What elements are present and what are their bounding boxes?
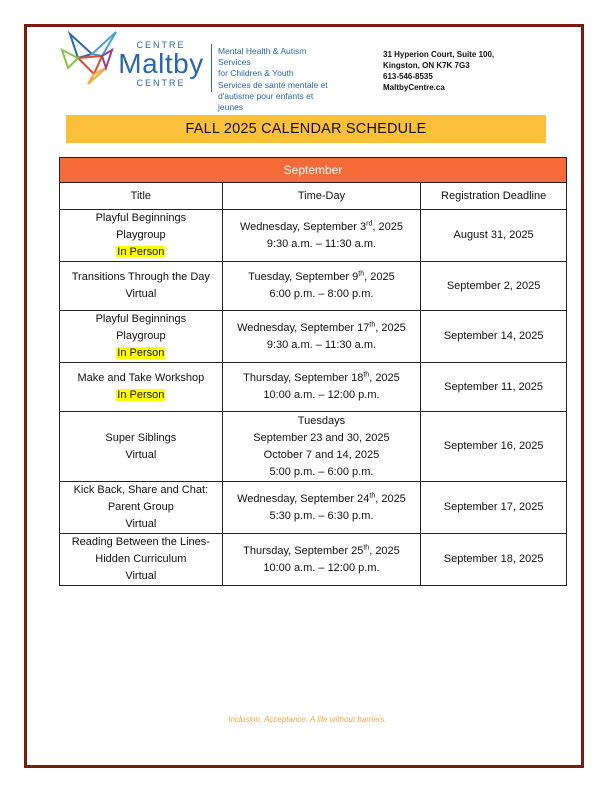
event-time-cell [222, 363, 421, 412]
event-title-line: Parent Group [107, 501, 174, 513]
table-row [60, 482, 567, 534]
event-title-line: Playful Beginnings [95, 212, 187, 224]
event-title-line: Playgroup [116, 330, 166, 342]
event-title-line: Playgroup [116, 229, 166, 241]
event-time: 6:00 p.m. – 8:00 p.m. [269, 288, 374, 300]
event-title-line: Reading Between the Lines- [71, 536, 210, 548]
schedule-table [59, 157, 567, 586]
event-time-cell [222, 482, 421, 534]
event-title-line: Transitions Through the Day [71, 271, 210, 283]
event-title-cell [60, 482, 223, 534]
schedule-title-banner [66, 115, 546, 143]
event-title-line: Super Siblings [105, 431, 177, 444]
table-row [60, 363, 567, 412]
month-header: September [60, 158, 567, 183]
in-person-badge: In Person [117, 246, 165, 258]
event-time: 10:00 a.m. – 12:00 p.m. [263, 561, 380, 574]
phone-number: 613-546-8535 [383, 72, 433, 81]
event-time-cell [222, 412, 421, 482]
event-time: 9:30 a.m. – 11:30 a.m. [266, 237, 377, 250]
in-person-badge: In Person [117, 389, 165, 401]
event-time: 10:00 a.m. – 12:00 p.m. [263, 389, 380, 401]
registration-deadline: September 2, 2025 [421, 262, 567, 311]
event-format: Virtual [125, 518, 157, 530]
letterhead [58, 28, 558, 112]
registration-deadline: September 11, 2025 [421, 363, 567, 412]
event-date: Thursday, September 18th, 2025 [243, 371, 400, 384]
event-format: Virtual [125, 448, 157, 461]
event-date: Wednesday, September 24th, 2025 [237, 491, 406, 505]
event-time: 5:00 p.m. – 6:00 p.m. [269, 465, 374, 478]
services-en-line-2: for Children & Youth [218, 68, 294, 78]
registration-deadline: September 18, 2025 [421, 534, 567, 586]
registration-deadline: August 31, 2025 [421, 210, 567, 262]
event-title-line: Make and Take Workshop [77, 372, 205, 384]
event-date: October 7 and 14, 2025 [263, 448, 380, 461]
event-day-label: Tuesdays [297, 414, 346, 427]
column-header-registration-deadline: Registration Deadline [421, 183, 567, 210]
address-line-1: 31 Hyperion Court, Suite 100, [383, 50, 495, 59]
event-date: Tuesday, September 9th, 2025 [248, 270, 395, 283]
event-date: Wednesday, September 3rd, 2025 [239, 219, 403, 233]
table-row [60, 534, 567, 586]
column-header-title: Title [60, 183, 223, 210]
event-title-line: Playful Beginnings [95, 313, 187, 325]
event-date: Thursday, September 25th, 2025 [243, 543, 400, 557]
event-title-cell [60, 412, 223, 482]
table-row [60, 311, 567, 363]
registration-deadline: September 16, 2025 [421, 412, 567, 482]
header-divider [211, 44, 212, 92]
event-title-line: Kick Back, Share and Chat: [73, 484, 209, 496]
services-fr-line-2: d'autisme pour enfants et jeunes [218, 91, 314, 112]
event-title-cell [60, 311, 223, 363]
event-title-cell [60, 210, 223, 262]
website-link[interactable]: MaltbyCentre.ca [383, 83, 445, 92]
event-format: Virtual [125, 570, 157, 582]
logo-top-text: CENTRE [136, 40, 186, 50]
logo-main-text: Maltby [118, 48, 204, 79]
registration-deadline: September 17, 2025 [421, 482, 567, 534]
table-row [60, 412, 567, 482]
event-time-cell [222, 210, 421, 262]
services-en-line-1: Mental Health & Autism Services [218, 46, 307, 67]
table-row [60, 210, 567, 262]
column-header-time-day: Time-Day [222, 183, 421, 210]
services-description [218, 46, 338, 113]
registration-deadline: September 14, 2025 [421, 311, 567, 363]
event-date: September 23 and 30, 2025 [253, 431, 390, 444]
hummingbird-logo-icon [58, 28, 120, 86]
logo-wordmark [116, 40, 206, 88]
address-line-2: Kingston, ON K7K 7G3 [383, 61, 470, 70]
event-title-cell [60, 534, 223, 586]
event-title-line: Hidden Curriculum [95, 553, 187, 565]
logo-bottom-text: CENTRE [136, 78, 186, 88]
address-block [383, 49, 533, 93]
table-row [60, 262, 567, 311]
event-time: 9:30 a.m. – 11:30 a.m. [266, 338, 377, 351]
event-time-cell [222, 311, 421, 363]
event-format: Virtual [125, 288, 157, 300]
schedule-title: FALL 2025 CALENDAR SCHEDULE [185, 121, 427, 137]
event-time-cell [222, 262, 421, 311]
services-fr-line-1: Services de santé mentale et [218, 80, 328, 90]
event-title-cell [60, 262, 223, 311]
footer-tagline: Inclusion. Acceptance. A life without barriers. [228, 715, 387, 724]
event-time-cell [222, 534, 421, 586]
event-date: Wednesday, September 17th, 2025 [237, 320, 406, 334]
event-title-cell [60, 363, 223, 412]
event-time: 5:30 p.m. – 6:30 p.m. [269, 509, 374, 522]
in-person-badge: In Person [117, 347, 165, 359]
